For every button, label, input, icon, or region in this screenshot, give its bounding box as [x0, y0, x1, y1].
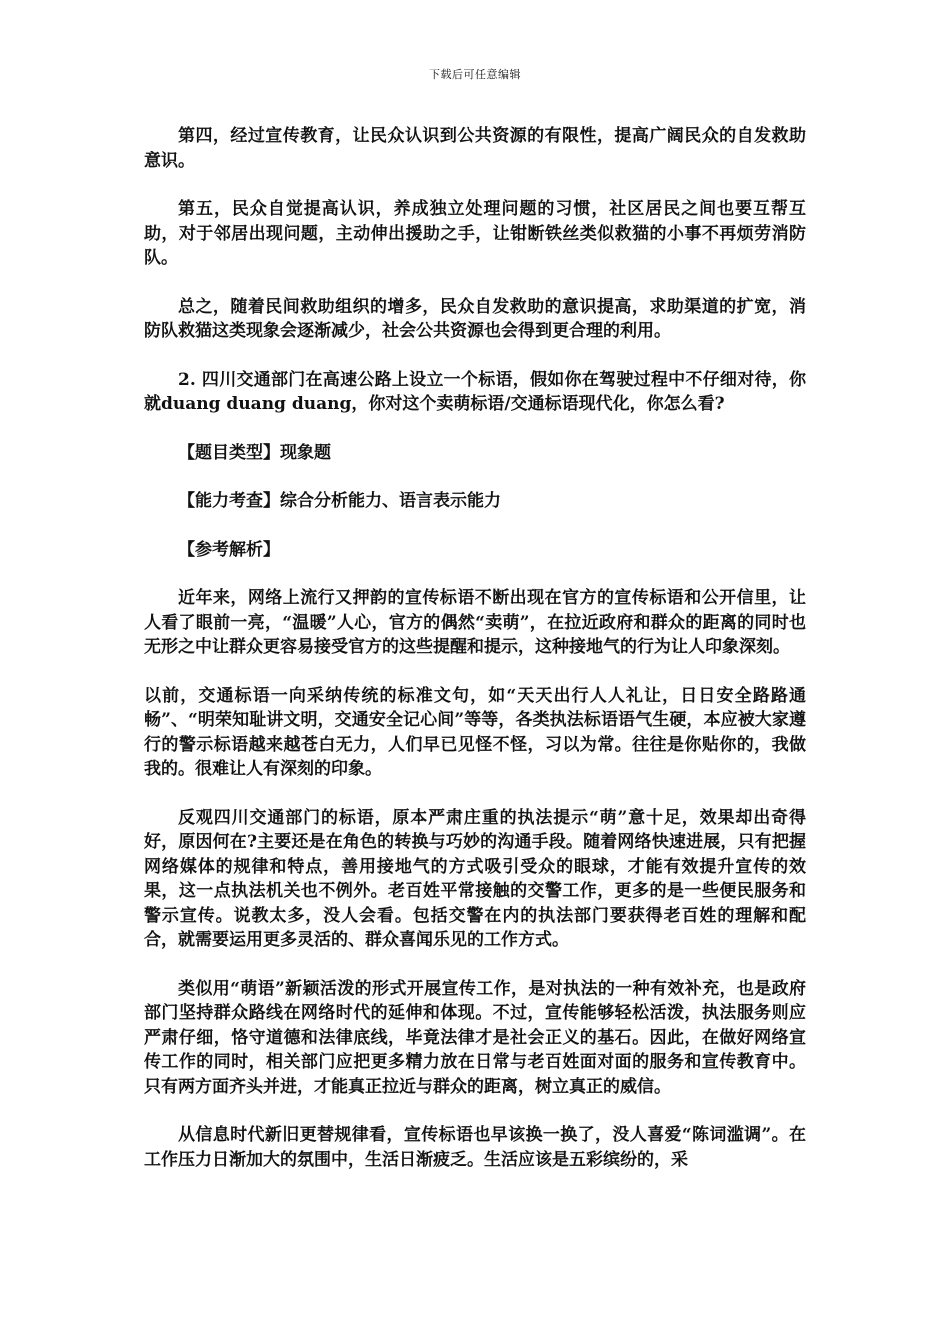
- paragraph-cute-language-supplement: 类似用“萌语”新颖活泼的形式开展宣传工作，是对执法的一种有效补充，也是政府部门坚持群众路线在网络时代的延伸和体现。不过，宣传能够轻松活泼，执法服务则应严肃仔细，恪守道德和法律底线，毕竟法律才是社会正义的基石。因此，在做好网络宣传工作的同时，相关部门应把更多精力放在日常与老百姓面对面的服务和宣传教育中。只有两方面齐头并进，才能真正拉近与群众的距离，树立真正的威信。: [144, 978, 806, 1097]
- paragraph-analysis-intro: 近年来，网络上流行又押韵的宣传标语不断出现在官方的宣传标语和公开信里，让人看了眼前一亮，“温暖”人心，官方的偶然“卖萌”，在拉近政府和群众的距离的同时也无形之中让群众更容易接受官方的这些提醒和提示，这种接地气的行为让人印象深刻。: [144, 588, 806, 657]
- page-header: 下载后可任意编辑: [429, 68, 521, 81]
- paragraph-question-type: 【题目类型】现象题: [178, 442, 331, 463]
- paragraph-question-2: 2. 四川交通部门在高速公路上设立一个标语，假如你在驾驶过程中不仔细对待，你就duang duang duang，你对这个卖萌标语/交通标语现代化，你怎么看?: [144, 369, 806, 414]
- document-body: [144, 124, 806, 1196]
- paragraph-conclusion: 总之，随着民间救助组织的增多，民众自发救助的意识提高，求助渠道的扩宽，消防队救猫这类现象会逐渐减少，社会公共资源也会得到更合理的利用。: [144, 296, 806, 341]
- paragraph-reference-analysis-heading: 【参考解析】: [178, 539, 280, 560]
- paragraph-sichuan-slogan-analysis: 反观四川交通部门的标语，原本严肃庄重的执法提示“萌”意十足，效果却出奇得好，原因何在?主要还是在角色的转换与巧妙的沟通手段。随着网络快速进展，只有把握网络媒体的规律和特点，善用接地气的方式吸引受众的眼球，才能有效提升宣传的效果，这一点执法机关也不例外。老百姓平常接触的交警工作，更多的是一些便民服务和警示宣传。说教太多，没人会看。包括交警在内的执法部门要获得老百姓的理解和配合，就需要运用更多灵活的、群众喜闻乐见的工作方式。: [144, 807, 806, 950]
- paragraph-ability-tested: 【能力考查】综合分析能力、语言表示能力: [178, 491, 501, 511]
- paragraph-traditional-slogans: 以前，交通标语一向采纳传统的标准文句，如“天天出行人人礼让，日日安全路路通畅”、“明荣知耻讲文明，交通安全记心间”等等，各类执法标语语气生硬，本应被大家遵行的警示标语越来越苍白无力，人们早已见怪不怪，习以为常。往往是你贴你的，我做我的。很难让人有深刻的印象。: [144, 685, 806, 779]
- paragraph-fourth-point: 第四，经过宣传教育，让民众认识到公共资源的有限性，提高广阔民众的自发救助意识。: [144, 126, 806, 171]
- paragraph-fifth-point: 第五，民众自觉提高认识，养成独立处理问题的习惯，社区居民之间也要互帮互助，对于邻居出现问题，主动伸出援助之手，让钳断铁丝类似救猫的小事不再烦劳消防队。: [144, 199, 806, 268]
- paragraph-information-age: 从信息时代新旧更替规律看，宣传标语也早该换一换了，没人喜爱“陈词滥调”。在工作压力日渐加大的氛围中，生活日渐疲乏。生活应该是五彩缤纷的，采: [144, 1125, 806, 1170]
